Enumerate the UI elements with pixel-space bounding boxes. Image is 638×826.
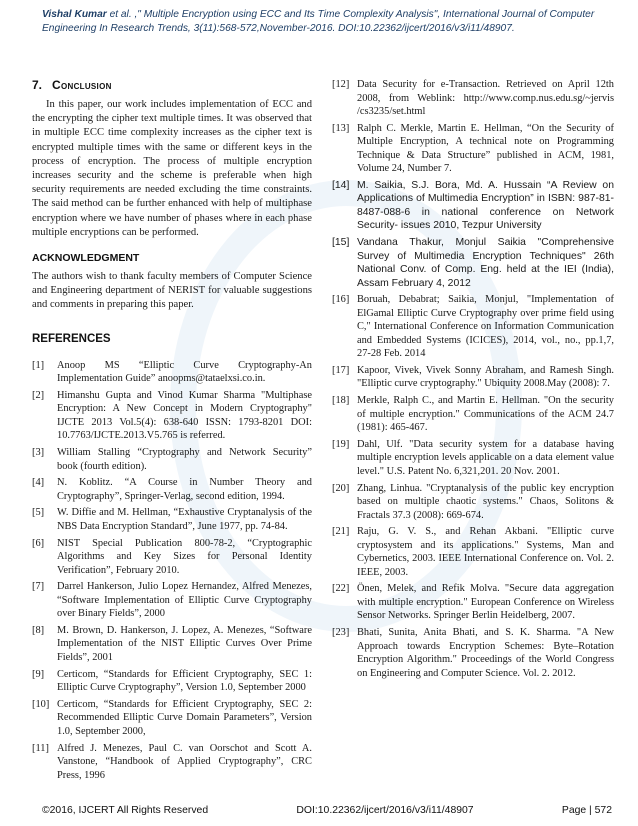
- reference-list-left: [32, 359, 312, 782]
- reference-item: [332, 626, 614, 680]
- reference-number: [13]: [332, 122, 350, 134]
- reference-number: [8]: [32, 624, 45, 636]
- left-column: [32, 78, 312, 785]
- reference-item: [32, 668, 312, 695]
- reference-text: Vandana Thakur, Monjul Saikia "Comprehensive Survey of Multimedia Encryption Techniques" 26th National Conv. of Comp. Eng. held at the IEI (India), Assam February 4, 2012: [357, 237, 614, 289]
- reference-number: [10]: [32, 698, 50, 710]
- reference-item: [32, 389, 312, 443]
- reference-number: [18]: [332, 395, 350, 407]
- reference-text: W. Diffie and M. Hellman, “Exhaustive Cryptanalysis of the NBS Data Encryption Standard”, June 1977, pp. 74-84.: [57, 507, 312, 532]
- reference-item: [32, 446, 312, 473]
- reference-number: [4]: [32, 477, 45, 489]
- reference-text: M. Saikia, S.J. Bora, Md. A. Hussain “A Review on Applications of Multimedia Encryption” in ISBN: 987-81-8487-088-6 in national conference on Network Security- issues 2010, Tezpur University: [357, 179, 614, 232]
- reference-item: [332, 236, 614, 290]
- reference-number: [3]: [32, 447, 45, 459]
- reference-text: Ralph C. Merkle, Martin E. Hellman, “On the Security of Multiple Encryption, A technical note on Programming Technique & Data Structure” published in ACM, 1981, Volume 24, Number 7.: [357, 122, 614, 175]
- reference-item: [332, 293, 614, 361]
- reference-number: [19]: [332, 438, 350, 450]
- footer-copyright: ©2016, IJCERT All Rights Reserved: [42, 805, 209, 816]
- reference-number: [15]: [332, 237, 350, 249]
- reference-item: [332, 78, 614, 119]
- reference-text: Kapoor, Vivek, Vivek Sonny Abraham, and Ramesh Singh. "Elliptic curve cryptography." Ubiquity 2008.May (2008): 7.: [357, 364, 614, 390]
- acknowledgment-paragraph: The authors wish to thank faculty members of Computer Science and Engineering department of NERIST for valuable suggestions and comments in preparing this paper.: [32, 271, 312, 311]
- reference-text: Himanshu Gupta and Vinod Kumar Sharma "Multiphase Encryption: A New Concept in Modern Cryptography" IJCTE 2013 Vol.5(4): 638-640 ISSN: 1793-8201 DOI: 10.7763/IJCTE.2013.V5.765 is referred.: [57, 389, 312, 442]
- reference-text: Darrel Hankerson, Julio Lopez Hernandez, Alfred Menezes, “Software Implementation of Elliptic Curve Cryptography over Binary Fields”, 2000: [57, 581, 312, 620]
- footer-doi: DOI:10.22362/ijcert/2016/v3/i11/48907: [296, 805, 474, 816]
- footer-page-number: Page | 572: [561, 805, 612, 816]
- reference-text: Önen, Melek, and Refik Molva. "Secure data aggregation with multiple encryption." European Conference on Wireless Sensor Networks. Springer Berlin Heidelberg, 2007.: [357, 583, 614, 622]
- section-title: Conclusion: [52, 78, 112, 92]
- reference-text: Zhang, Linhua. "Cryptanalysis of the public key encryption based on multiple chaotic systems." Chaos, Solitons & Fractals 37.3 (2008): 669-674.: [357, 482, 614, 521]
- reference-number: [6]: [32, 537, 45, 549]
- reference-item: [32, 359, 312, 386]
- reference-number: [20]: [332, 482, 350, 494]
- reference-text: Raju, G. V. S., and Rehan Akbani. "Elliptic curve cryptosystem and its applications." Systems, Man and Cybernetics, 2003. IEEE International Conference on. Vol. 2. IEEE, 2003.: [357, 526, 614, 578]
- section-number: 7.: [32, 78, 43, 92]
- reference-item: [32, 624, 312, 665]
- reference-text: M. Brown, D. Hankerson, J. Lopez, A. Menezes, “Software Implementation of the NIST Elliptic Curves Over Prime Fields”, 2001: [57, 624, 312, 663]
- reference-item: [32, 537, 312, 578]
- reference-number: [23]: [332, 627, 350, 639]
- reference-text: N. Koblitz. “A Course in Number Theory and Cryptography”, Springer-Verlag, second edition, 1994.: [57, 477, 312, 502]
- reference-item: [32, 742, 312, 783]
- reference-text: Anoop MS “Elliptic Curve Cryptography-An Implementation Guide” anoopms@tataelxsi.co.in.: [57, 359, 312, 385]
- reference-number: [9]: [32, 668, 45, 680]
- reference-text: Dahl, Ulf. "Data security system for a database having multiple encryption levels applicable on a data element value level." U.S. Patent No. 6,321,201. 20 Nov. 2001.: [357, 438, 614, 477]
- reference-number: [12]: [332, 79, 350, 90]
- reference-item: [32, 698, 312, 739]
- reference-item: [332, 394, 614, 435]
- page-footer: [42, 805, 612, 816]
- reference-item: [332, 122, 614, 176]
- reference-text: Boruah, Debabrat; Saikia, Monjul, "Implementation of ElGamal Elliptic Curve Cryptography over prime field using C," International Conference on Information Communication and Embedded Systems (ICICES), 2014, vol., no., pp.1,7, 27-28 Feb. 2014: [357, 294, 614, 360]
- reference-number: [16]: [332, 294, 350, 306]
- reference-item: [32, 580, 312, 621]
- right-column: [332, 78, 614, 683]
- reference-number: [17]: [332, 364, 350, 376]
- reference-number: [5]: [32, 507, 45, 519]
- acknowledgment-heading: ACKNOWLEDGMENT: [32, 252, 140, 265]
- reference-item: [332, 582, 614, 623]
- reference-number: [11]: [32, 742, 49, 754]
- reference-text: Certicom, “Standards for Efficient Cryptography, SEC 2: Recommended Elliptic Curve Domain Parameters”, Version 1.0, September 2000,: [57, 698, 312, 737]
- reference-number: [21]: [332, 526, 350, 538]
- running-header: [42, 8, 602, 36]
- reference-number: [14]: [332, 179, 350, 191]
- references-heading: REFERENCES: [32, 332, 111, 345]
- reference-item: [332, 364, 614, 391]
- reference-item: [332, 525, 614, 579]
- reference-number: [2]: [32, 389, 45, 401]
- conclusion-heading: [32, 78, 312, 92]
- reference-list-right: [332, 78, 614, 680]
- header-citation: et al. ," Multiple Encryption using ECC and Its Time Complexity Analysis", International Journal of Computer Engineering In Research Trends, 3(11):568-572,November-2016. DOI:10.22362/ijcert/2016/v3/i11/48907.: [42, 9, 595, 34]
- conclusion-paragraph: In this paper, our work includes implementation of ECC and the encrypting the cipher text multiple times. It was observed that in multiple ECC time complexity increases as the cipher text is encrypted multiple times with the same or different keys in the process of encryption. The process of multiple encryption increases security and the scheme is preferable when high security requirements are needed excluding the time constraints. The said method can be further enhanced with help of multiphase encryption where we have number of phases where in each phase multiple encryptions can be performed.: [32, 99, 312, 238]
- reference-item: [32, 476, 312, 503]
- reference-text: Merkle, Ralph C., and Martin E. Hellman. "On the security of multiple encryption." Communications of the ACM 24.7 (1981): 465-467.: [357, 395, 614, 434]
- reference-number: [1]: [32, 359, 45, 371]
- reference-text: NIST Special Publication 800-78-2, “Cryptographic Algorithms and Key Sizes for Personal Identity Verification”, February 2010.: [57, 537, 312, 576]
- reference-text: Alfred J. Menezes, Paul C. van Oorschot and Scott A. Vanstone, “Handbook of Applied Cryptography”, CRC Press, 1996: [57, 742, 312, 781]
- reference-text: Certicom, “Standards for Efficient Cryptography, SEC 1: Elliptic Curve Cryptography”, Version 1.0, September 2000: [57, 668, 312, 694]
- reference-number: [7]: [32, 581, 45, 593]
- reference-item: [332, 179, 614, 233]
- reference-text: Bhati, Sunita, Anita Bhati, and S. K. Sharma. "A New Approach towards Encryption Schemes: Byte–Rotation Encryption Algorithm." Proceedings of the World Congress on Engineering and Computer Science. Vol. 2. 2012.: [357, 627, 614, 679]
- reference-text: William Stalling “Cryptography and Network Security” book (fourth edition).: [57, 447, 312, 472]
- reference-number: [22]: [332, 583, 350, 595]
- header-author: Vishal Kumar: [42, 9, 107, 20]
- reference-text: Data Security for e-Transaction. Retrieved on April 12th 2008, from Weblink: http://www.comp.nus.edu.sg/~jervis /cs3235/set.html: [357, 79, 614, 117]
- reference-item: [32, 506, 312, 533]
- reference-item: [332, 438, 614, 479]
- reference-item: [332, 482, 614, 523]
